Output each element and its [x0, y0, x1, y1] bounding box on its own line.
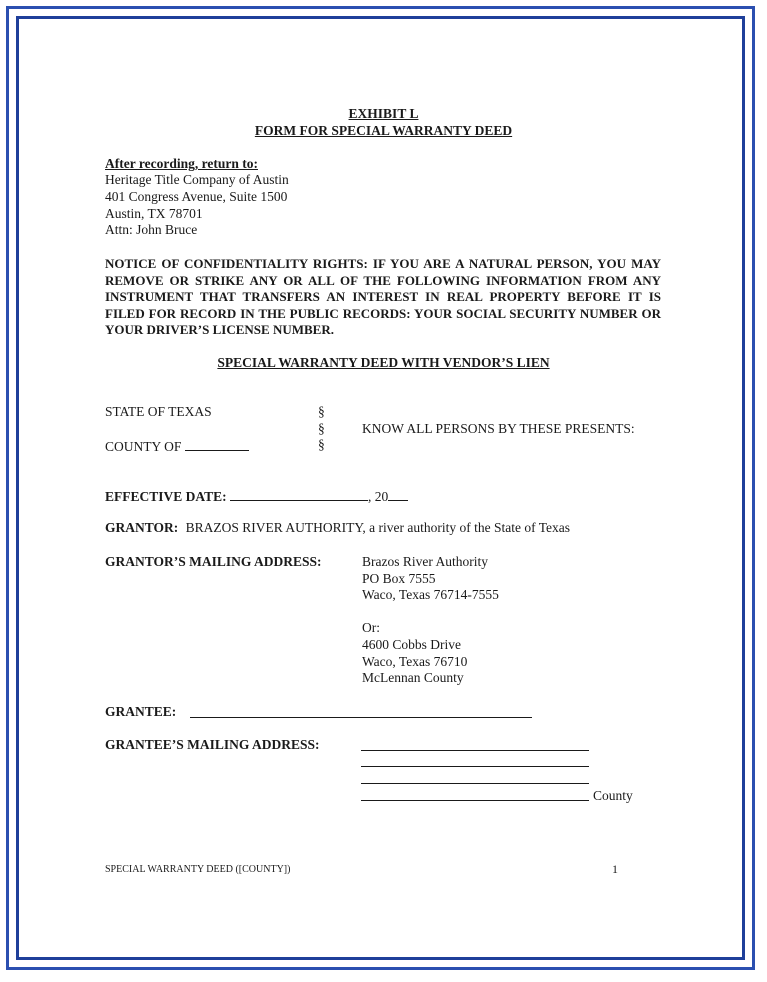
grantor-alt-address-line: McLennan County	[362, 670, 464, 685]
effective-date-year-prefix: , 20	[368, 489, 389, 504]
county-label	[105, 437, 249, 456]
grantee-address-blank[interactable]	[361, 766, 589, 767]
grantor-address-label: GRANTOR’S MAILING ADDRESS:	[105, 554, 322, 569]
grantor-alt-address-line: 4600 Cobbs Drive	[362, 637, 461, 652]
section-mark: §	[318, 421, 325, 436]
grantee-county-suffix: County	[593, 788, 633, 803]
exhibit-title: EXHIBIT L	[348, 106, 419, 121]
return-to-line: Attn: John Bruce	[105, 222, 198, 237]
county-blank[interactable]	[185, 437, 249, 451]
state-label: STATE OF TEXAS	[105, 404, 212, 419]
grantor-label: GRANTOR:	[105, 520, 179, 535]
section-mark: §	[318, 404, 325, 419]
form-title: FORM FOR SPECIAL WARRANTY DEED	[254, 123, 513, 138]
grantee-label: GRANTEE:	[105, 704, 177, 719]
grantor-address-line: PO Box 7555	[362, 571, 436, 586]
grantee-county-blank[interactable]	[361, 800, 589, 801]
grantee-address-blank[interactable]	[361, 783, 589, 784]
confidentiality-notice: NOTICE OF CONFIDENTIALITY RIGHTS: IF YOU ARE A NATURAL PERSON, YOU MAY REMOVE OR STRIKE ANY OR ALL OF THE FOLLOWING INFORMATION FROM ANY INSTRUMENT THAT TRANSFERS AN INTEREST IN REAL PROPERTY BEFORE IT IS FILED FOR RECORD IN THE PUBLIC RECORDS: YOUR SOCIAL SECURITY NUMBER OR YOUR DRIVER’S LICENSE NUMBER.	[105, 256, 661, 338]
grantor-address-or: Or:	[362, 620, 380, 635]
page-number: 1	[612, 862, 618, 876]
grantor-value: BRAZOS RIVER AUTHORITY, a river authority of the State of Texas	[185, 520, 571, 535]
grantor-address-line: Brazos River Authority	[362, 554, 488, 569]
know-all-persons: KNOW ALL PERSONS BY THESE PRESENTS:	[362, 421, 635, 436]
deed-title: SPECIAL WARRANTY DEED WITH VENDOR’S LIEN	[217, 355, 550, 370]
section-mark: §	[318, 437, 325, 452]
effective-date-label: EFFECTIVE DATE:	[105, 489, 227, 504]
county-label-text: COUNTY OF	[105, 439, 182, 454]
effective-date-blank[interactable]	[230, 487, 368, 501]
return-to-line: Heritage Title Company of Austin	[105, 172, 289, 187]
effective-date-row	[105, 487, 408, 506]
grantee-blank[interactable]	[190, 717, 532, 718]
return-to-heading: After recording, return to:	[105, 156, 258, 171]
grantor-row	[105, 520, 570, 537]
effective-date-year-blank[interactable]	[388, 487, 408, 501]
grantor-address-line: Waco, Texas 76714-7555	[362, 587, 499, 602]
grantee-address-blank[interactable]	[361, 750, 589, 751]
footer-doc-label: SPECIAL WARRANTY DEED ([COUNTY])	[105, 864, 291, 875]
return-to-line: Austin, TX 78701	[105, 206, 203, 221]
return-to-line: 401 Congress Avenue, Suite 1500	[105, 189, 288, 204]
grantee-address-label: GRANTEE’S MAILING ADDRESS:	[105, 737, 320, 752]
grantor-alt-address-line: Waco, Texas 76710	[362, 654, 468, 669]
